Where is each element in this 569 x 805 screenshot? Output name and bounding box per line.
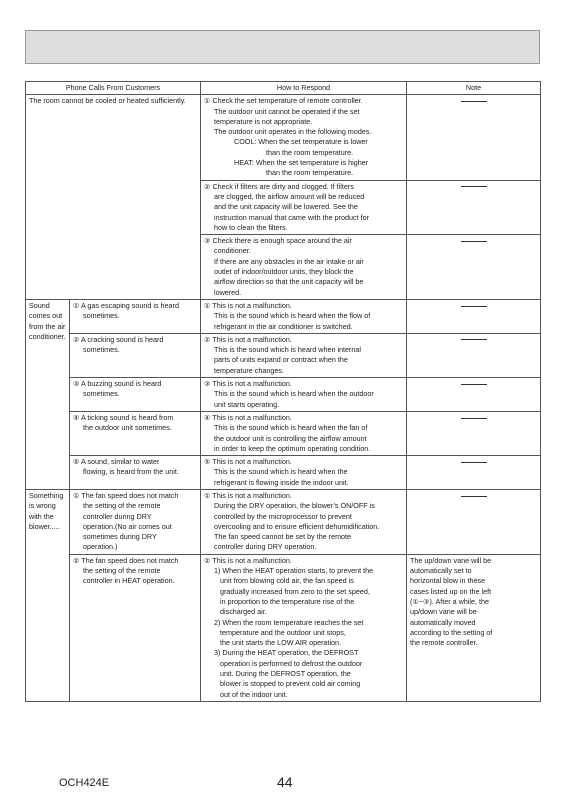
- respond-line: unit. During the DEFROST operation, the: [220, 669, 351, 679]
- call-cell: [70, 411, 201, 455]
- respond-cell: [201, 299, 407, 333]
- respond-line: the unit starts the LOW AIR operation.: [220, 638, 342, 648]
- call-line: ② A cracking sound is heard: [73, 334, 164, 344]
- call-room-not-cooled: The room cannot be cooled or heated sufficiently.: [26, 95, 201, 300]
- call-line: ④ A ticking sound is heard from: [73, 412, 174, 422]
- page-number: 44: [277, 774, 293, 790]
- respond-line: ⑤ This is not a malfunction.: [204, 457, 292, 467]
- call-line: the setting of the remote: [83, 501, 161, 511]
- note-cell: [407, 235, 541, 300]
- note-line: The up/down vane will be: [410, 555, 492, 565]
- call-line: ② The fan speed does not match: [73, 555, 179, 565]
- em-dash-icon: [461, 101, 487, 102]
- note-line: the remote controller.: [410, 638, 478, 648]
- respond-line: ② This is not a malfunction.: [204, 555, 292, 565]
- call-cell: [70, 456, 201, 490]
- respond-line: This is the sound which is heard when the flow of: [214, 311, 371, 321]
- respond-line: The outdoor unit cannot be operated if the set: [214, 106, 360, 116]
- em-dash-icon: [461, 186, 487, 187]
- respond-line: unit from blowing cold air, the fan speed is: [220, 576, 354, 586]
- respond-line: refrigerant is flowing inside the indoor unit.: [214, 477, 349, 487]
- troubleshooting-table: [25, 81, 541, 702]
- call-line: sometimes.: [83, 311, 120, 321]
- call-line: the outdoor unit sometimes.: [83, 423, 172, 433]
- note-text-cell: [407, 554, 541, 701]
- respond-line: 2) When the room temperature reaches the set: [214, 617, 364, 627]
- note-line: horizontal blow in these: [410, 576, 486, 586]
- respond-cell: [201, 554, 407, 701]
- em-dash-icon: [461, 496, 487, 497]
- header-how-to-respond: How to Respond: [201, 82, 407, 95]
- call-line: controller during DRY: [83, 511, 152, 521]
- group-line: comes out: [29, 311, 63, 321]
- respond-line: and the unit capacity will be lowered. See the: [214, 202, 358, 212]
- respond-line: than the room temperature.: [266, 147, 354, 157]
- call-line: sometimes.: [83, 389, 120, 399]
- respond-line: controlled by the microprocessor to prevent: [214, 511, 352, 521]
- call-cell: [70, 554, 201, 701]
- respond-line: conditioner.: [214, 246, 251, 256]
- call-line: ① A gas escaping sound is heard: [73, 300, 179, 310]
- respond-line: ③ Check there is enough space around the air: [204, 236, 352, 246]
- respond-line: This is the sound which is heard when internal: [214, 345, 362, 355]
- respond-line: discharged air.: [220, 607, 267, 617]
- note-cell: [407, 456, 541, 490]
- respond-line: blower is stopped to prevent cold air coming: [220, 679, 361, 689]
- group-line: conditioner.: [29, 331, 66, 341]
- table-row: [26, 299, 541, 333]
- note-line: automatically set to: [410, 566, 472, 576]
- respond-line: refrigerant in the air conditioner is switched.: [214, 321, 353, 331]
- respond-cell: [201, 411, 407, 455]
- em-dash-icon: [461, 306, 487, 307]
- em-dash-icon: [461, 241, 487, 242]
- call-cell: [70, 299, 201, 333]
- note-cell: [407, 411, 541, 455]
- respond-line: COOL: When the set temperature is lower: [234, 137, 368, 147]
- respond-line: operation is performed to defrost the outdoor: [220, 658, 363, 668]
- respond-line: controller during DRY operation.: [214, 542, 317, 552]
- respond-cell: [201, 95, 407, 180]
- group-line: from the air: [29, 321, 66, 331]
- respond-line: ① This is not a malfunction.: [204, 490, 292, 500]
- call-line: ⑤ A sound, similar to water: [73, 457, 160, 467]
- respond-line: airflow direction so that the unit capacity will be: [214, 277, 364, 287]
- call-line: sometimes during DRY: [83, 532, 157, 542]
- document-code: OCH424E: [59, 777, 110, 789]
- note-cell: [407, 489, 541, 554]
- table-row: [26, 456, 541, 490]
- respond-cell: [201, 180, 407, 234]
- call-line: controller in HEAT operation.: [83, 576, 175, 586]
- respond-line: in order to keep the optimum operating condition.: [214, 443, 371, 453]
- header-bar: [25, 30, 540, 64]
- call-cell: [70, 333, 201, 377]
- call-line: ① The fan speed does not match: [73, 490, 179, 500]
- respond-line: overcooling and to ensure efficient dehumidification.: [214, 521, 380, 531]
- respond-line: ② This is not a malfunction.: [204, 334, 292, 344]
- respond-line: how to clean the filters.: [214, 222, 288, 232]
- header-phone-calls: Phone Calls From Customers: [26, 82, 201, 95]
- group-line: with the: [29, 511, 54, 521]
- note-cell: [407, 378, 541, 412]
- call-line: flowing, is heard from the unit.: [83, 467, 179, 477]
- table-row: [26, 489, 541, 554]
- respond-cell: [201, 489, 407, 554]
- table-header-row: [26, 82, 541, 95]
- respond-cell: [201, 333, 407, 377]
- table-row: [26, 554, 541, 701]
- note-line: up/down vane will be: [410, 607, 477, 617]
- group-line: Something: [29, 490, 64, 500]
- respond-line: instruction manual that came with the product for: [214, 212, 370, 222]
- respond-line: ① Check the set temperature of remote controller.: [204, 96, 363, 106]
- respond-line: The fan speed cannot be set by the remote: [214, 532, 352, 542]
- respond-line: This is the sound which is heard when the outdoor: [214, 389, 374, 399]
- call-cell: [70, 489, 201, 554]
- header-note: Note: [407, 82, 541, 95]
- respond-line: 1) When the HEAT operation starts, to prevent the: [214, 566, 374, 576]
- respond-line: This is the sound which is heard when the fan of: [214, 423, 368, 433]
- table-row: [26, 95, 541, 180]
- respond-line: During the DRY operation, the blower’s ON/OFF is: [214, 501, 375, 511]
- respond-cell: [201, 378, 407, 412]
- table-row: [26, 378, 541, 412]
- group-sound: [26, 299, 70, 489]
- respond-line: are clogged, the airflow amount will be reduced: [214, 191, 365, 201]
- respond-line: lowered.: [214, 287, 242, 297]
- note-cell: [407, 299, 541, 333]
- respond-line: HEAT: When the set temperature is higher: [234, 158, 369, 168]
- note-cell: [407, 333, 541, 377]
- respond-line: unit starts operating.: [214, 399, 280, 409]
- respond-line: temperature and the outdoor unit stops,: [220, 627, 346, 637]
- respond-line: than the room temperature.: [266, 168, 354, 178]
- respond-line: out of the indoor unit.: [220, 689, 288, 699]
- respond-cell: [201, 235, 407, 300]
- call-line: sometimes.: [83, 345, 120, 355]
- respond-line: This is the sound which is heard when the: [214, 467, 348, 477]
- respond-line: the outdoor unit is controlling the airflow amount: [214, 433, 367, 443]
- respond-line: temperature is not appropriate.: [214, 116, 313, 126]
- note-line: according to the setting of: [410, 627, 493, 637]
- respond-line: ① This is not a malfunction.: [204, 300, 292, 310]
- note-line: (①~③). After a while, the: [410, 596, 490, 606]
- respond-line: ② Check if filters are dirty and clogged. If filters: [204, 181, 354, 191]
- call-line: operation.(No air comes out: [83, 521, 172, 531]
- respond-line: temperature changes.: [214, 365, 284, 375]
- group-line: is wrong: [29, 501, 56, 511]
- em-dash-icon: [461, 462, 487, 463]
- call-line: operation.): [83, 542, 118, 552]
- respond-line: parts of units expand or contract when the: [214, 355, 348, 365]
- group-line: blower.....: [29, 521, 60, 531]
- respond-line: 3) During the HEAT operation, the DEFROST: [214, 648, 359, 658]
- group-blower: [26, 489, 70, 701]
- em-dash-icon: [461, 384, 487, 385]
- em-dash-icon: [461, 339, 487, 340]
- call-line: ③ A buzzing sound is heard: [73, 379, 162, 389]
- respond-line: If there are any obstacles in the air intake or air: [214, 256, 364, 266]
- respond-line: outlet of indoor/outdoor units, they block the: [214, 267, 354, 277]
- respond-cell: [201, 456, 407, 490]
- respond-line: The outdoor unit operates in the following modes.: [214, 127, 372, 137]
- note-cell: [407, 180, 541, 234]
- table-row: [26, 333, 541, 377]
- respond-line: in proportion to the temperature rise of the: [220, 596, 355, 606]
- note-line: cases listed up on the left: [410, 586, 492, 596]
- em-dash-icon: [461, 418, 487, 419]
- respond-line: gradually increased from zero to the set speed,: [220, 586, 370, 596]
- respond-line: ④ This is not a malfunction.: [204, 412, 292, 422]
- respond-line: ③ This is not a malfunction.: [204, 379, 292, 389]
- note-cell: [407, 95, 541, 180]
- call-line: the setting of the remote: [83, 566, 161, 576]
- call-cell: [70, 378, 201, 412]
- group-line: Sound: [29, 300, 50, 310]
- note-line: automatically moved: [410, 617, 476, 627]
- table-row: [26, 411, 541, 455]
